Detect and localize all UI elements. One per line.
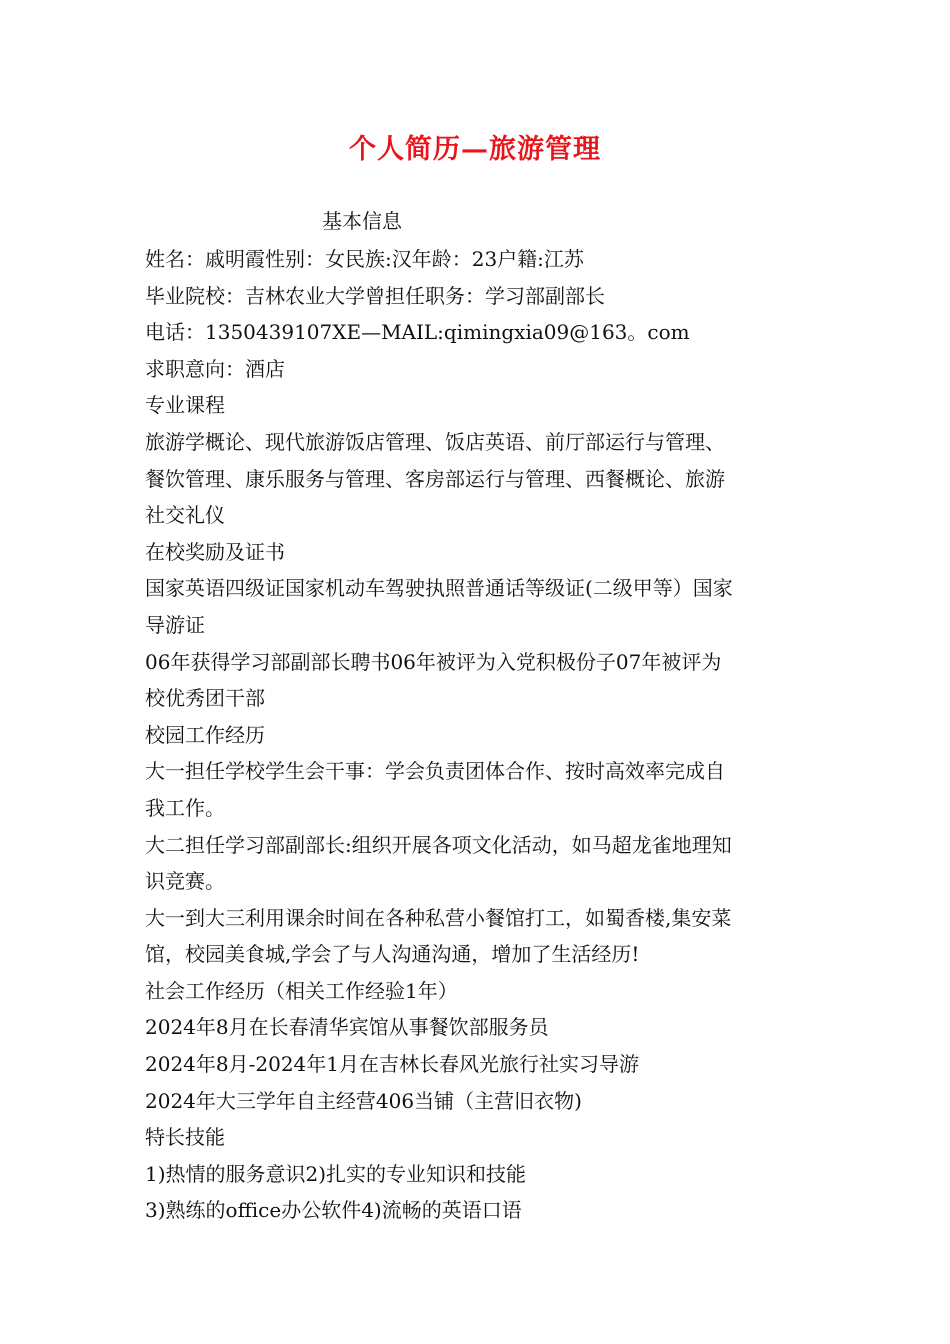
- text-line: 求职意向：酒店: [145, 356, 285, 381]
- section-heading: 校园工作经历: [145, 722, 265, 747]
- text-line: 我工作。: [145, 795, 225, 820]
- section-heading: 在校奖励及证书: [145, 539, 285, 564]
- text-line: 3)熟练的office办公软件4)流畅的英语口语: [145, 1198, 522, 1223]
- text-line: 2024年8月-2024年1月在吉林长春风光旅行社实习导游: [145, 1052, 640, 1077]
- section-heading: 专业课程: [145, 393, 225, 418]
- section-heading: 特长技能: [145, 1125, 225, 1150]
- text-line: 2024年8月在长春清华宾馆从事餐饮部服务员: [145, 1015, 549, 1040]
- text-line: 社交礼仪: [145, 503, 225, 528]
- section-heading: 社会工作经历（相关工作经验1年）: [145, 978, 458, 1003]
- text-line: 大一到大三利用课余时间在各种私营小餐馆打工，如蜀香楼,集安菜: [145, 905, 732, 930]
- text-line: 国家英语四级证国家机动车驾驶执照普通话等级证(二级甲等）国家: [145, 576, 733, 601]
- section-heading-basic-info: 基本信息: [322, 209, 402, 233]
- text-line: 2024年大三学年自主经营406当铺（主营旧衣物): [145, 1088, 582, 1113]
- text-line: 餐饮管理、康乐服务与管理、客房部运行与管理、西餐概论、旅游: [145, 466, 725, 491]
- text-line: 识竞赛。: [145, 869, 225, 894]
- text-line: 1)热情的服务意识2)扎实的专业知识和技能: [145, 1161, 527, 1186]
- document-title: 个人简历—旅游管理: [349, 134, 601, 165]
- text-line: 大二担任学习部副部长:组织开展各项文化活动，如马超龙雀地理知: [145, 832, 732, 857]
- text-line: 电话：1350439107XE—MAIL:qimingxia09@163。com: [145, 320, 690, 345]
- text-line: 导游证: [145, 612, 205, 637]
- text-line: 旅游学概论、现代旅游饭店管理、饭店英语、前厅部运行与管理、: [145, 429, 725, 454]
- text-line: 大一担任学校学生会干事：学会负责团体合作、按时高效率完成自: [145, 759, 725, 784]
- text-line: 06年获得学习部副部长聘书06年被评为入党积极份子07年被评为: [145, 649, 722, 674]
- resume-body: [145, 241, 817, 1229]
- text-line: 馆，校园美食城,学会了与人沟通沟通，增加了生活经历!: [145, 942, 640, 967]
- text-line: 校优秀团干部: [145, 686, 265, 711]
- text-line: 毕业院校：吉林农业大学曾担任职务：学习部副部长: [145, 283, 605, 308]
- text-line: 姓名：戚明霞性别：女民族:汉年龄：23户籍:江苏: [145, 247, 584, 271]
